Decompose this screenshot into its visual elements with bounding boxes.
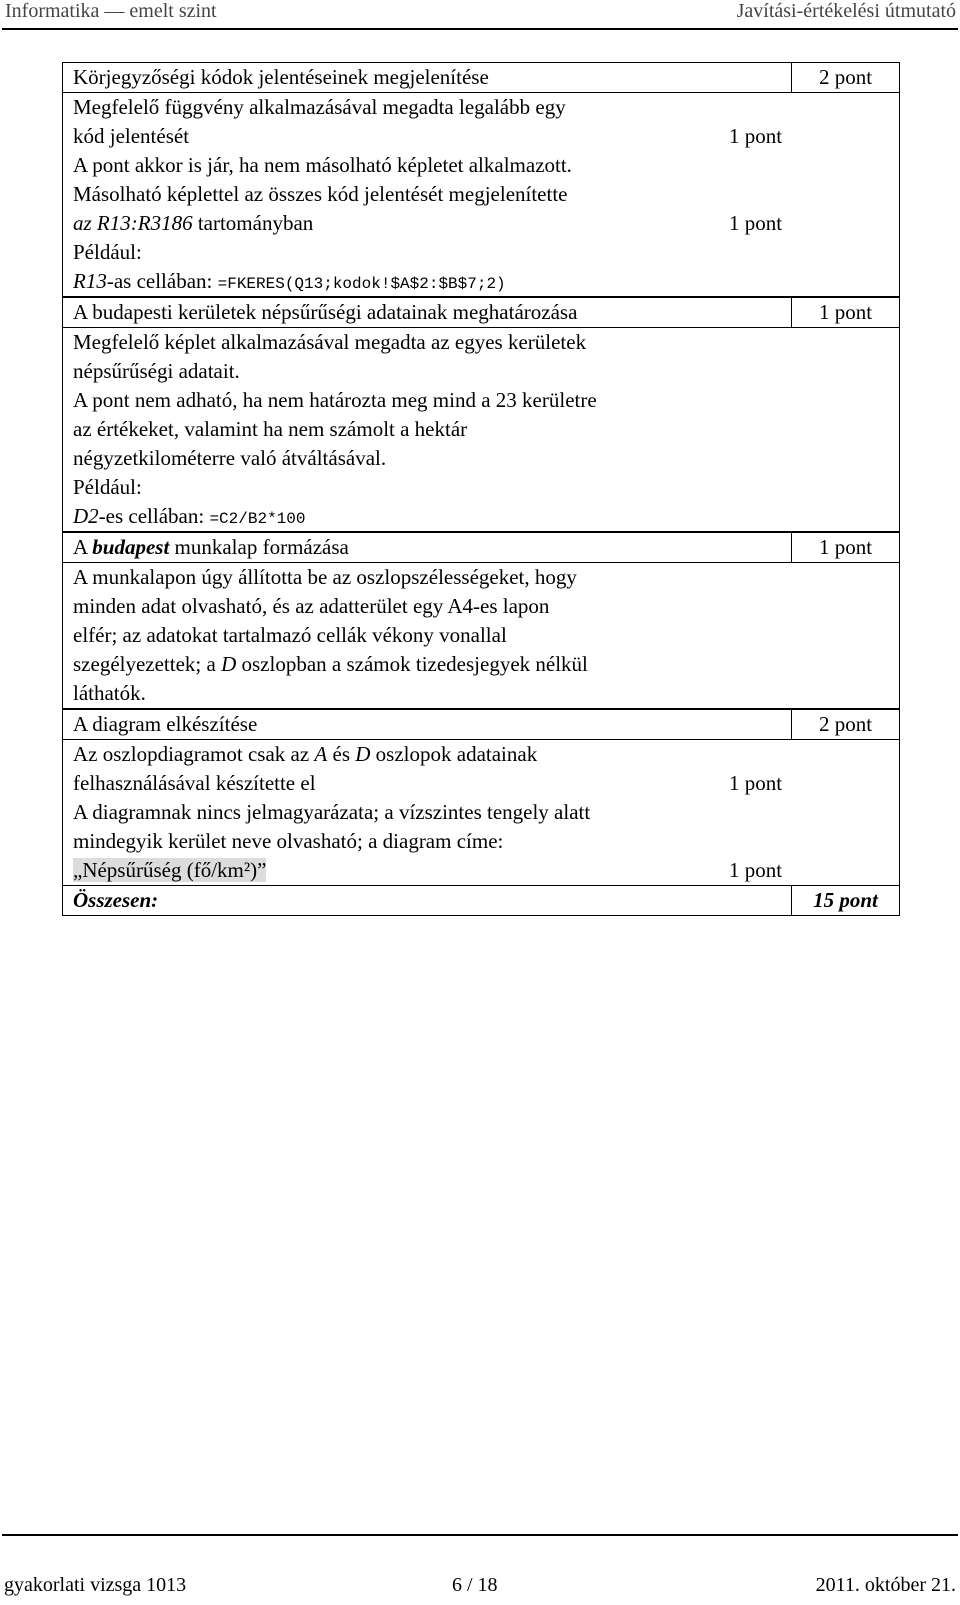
section-points: 2 pont [818,712,873,736]
section-points: 1 pont [818,300,873,324]
body-line: láthatók. [73,681,146,705]
body-line: négyzetkilométerre való átváltásával. [73,446,387,470]
total-row [62,886,900,916]
item-points: 1 pont [729,771,783,795]
body-line: R13-as cellában: =FKERES(Q13;kodok!$A$2:$B$7;2) [73,269,506,293]
body-line: A pont akkor is jár, ha nem másolható képletet alkalmazott. [73,153,572,177]
body-line: A munkalapon úgy állította be az oszlopszélességeket, hogy [73,565,577,589]
cell-ref: R13 [73,269,107,293]
col-ref-a: A [314,742,328,766]
section-header [63,298,899,328]
section-body [63,740,899,885]
body-line: népsűrűségi adatait. [73,359,240,383]
section-body [63,563,899,708]
body-line: kód jelentését 1 pont [73,122,899,151]
body-line: az értékeket, valamint ha nem számolt a hektár [73,417,468,441]
body-line: elfér; az adatokat tartalmazó cellák vékony vonallal [73,623,507,647]
formula: =C2/B2*100 [209,510,306,528]
section-title: A budapest munkalap formázása [63,533,792,562]
col-ref-d: D [355,742,371,766]
item-points: 1 pont [729,124,783,148]
body-line: A diagramnak nincs jelmagyarázata; a vízszintes tengely alatt [73,800,591,824]
body-line: felhasználásával készítette el 1 pont [73,769,899,798]
body-line: Például: [73,240,142,264]
page-header [0,0,960,30]
section-kodok [62,62,900,297]
col-ref: D [221,652,237,676]
footer-date: 2011. október 21. [815,1574,956,1596]
sheet-name: budapest [92,535,170,559]
body-line: A pont nem adható, ha nem határozta meg mind a 23 kerületre [73,388,597,412]
item-points: 1 pont [729,211,783,235]
section-title: Körjegyzőségi kódok jelentéseinek megjelenítése [63,63,792,92]
body-line: Például: [73,475,142,499]
chart-title-text: „Népsűrűség (fő/km²)” [73,858,267,882]
header-doc-type: Javítási-értékelési útmutató [736,0,956,22]
header-subject: Informatika — emelt szint [5,0,217,22]
body-line: Az oszlopdiagramot csak az A és D oszlopok adatainak [73,742,538,766]
section-header [63,63,899,93]
section-nepsuruseg [62,297,900,532]
section-header [63,710,899,740]
body-line: az R13:R3186 tartományban 1 pont [73,209,899,238]
footer-exam: gyakorlati vizsga 1013 [4,1574,187,1596]
body-line: mindegyik kerület neve olvasható; a diagram címe: [73,829,504,853]
section-body [63,328,899,531]
section-title: A diagram elkészítése [63,710,792,739]
section-points: 1 pont [818,535,873,559]
section-formazas [62,532,900,709]
body-line: D2-es cellában: =C2/B2*100 [73,504,306,528]
item-points: 1 pont [729,858,783,882]
body-line: Másolható képlettel az összes kód jelentését megjelenítette [73,182,568,206]
body-line: minden adat olvasható, és az adatterület egy A4-es lapon [73,594,550,618]
scoring-table [62,62,900,916]
formula: =FKERES(Q13;kodok!$A$2:$B$7;2) [217,275,506,293]
section-diagram [62,709,900,886]
section-header [63,533,899,563]
body-line: Megfelelő függvény alkalmazásával megadta legalább egy [73,95,566,119]
total-points: 15 pont [813,888,878,912]
body-line: Megfelelő képlet alkalmazásával megadta az egyes kerületek [73,330,587,354]
page-number: 6 / 18 [452,1574,498,1596]
body-line [73,856,899,885]
section-title: A budapesti kerületek népsűrűségi adatainak meghatározása [63,298,792,327]
section-points: 2 pont [818,65,873,89]
range-ref: az R13:R3186 [73,211,193,235]
total-label: Összesen: [63,886,792,915]
cell-ref: D2 [73,504,99,528]
section-body [63,93,899,296]
footer-rule [2,1534,958,1536]
header-rule [2,28,958,30]
body-line: szegélyezettek; a D oszlopban a számok tizedesjegyek nélkül [73,652,588,676]
